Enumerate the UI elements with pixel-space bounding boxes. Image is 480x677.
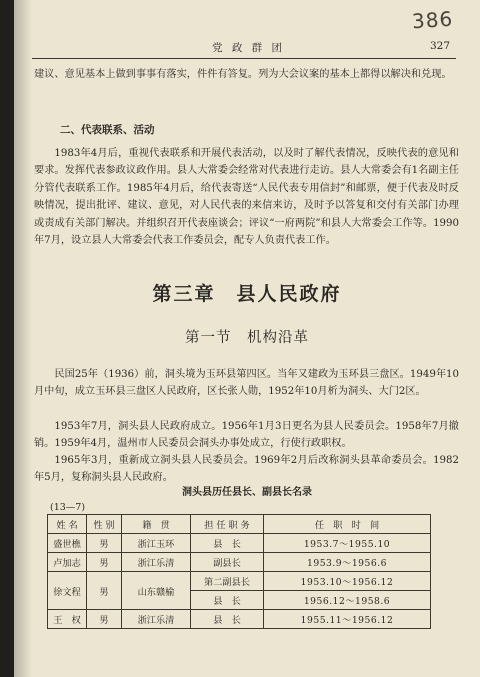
paragraph-history-2: 1953年7月，洞头县人民政府成立。1956年1月3日更名为县人民委员会。1958年7月撤销。1959年4月，温州市人民委员会洞头办事处成立，行使行政职权。 bbox=[34, 421, 459, 450]
table-header-row bbox=[48, 515, 431, 534]
cell-position: 县 长 bbox=[191, 534, 264, 553]
section-title: 第一节 机构沿革 bbox=[185, 330, 309, 346]
paragraph-history-3: 1965年3月，重新成立洞头县人民委员会。1969年2月后改称洞头县革命委员会。1982年5月，复称洞头县人民政府。 bbox=[34, 455, 459, 484]
chapter-title: 第三章 县人民政府 bbox=[152, 283, 342, 305]
table-code: (13—7) bbox=[50, 502, 86, 513]
table-row bbox=[48, 610, 431, 629]
cell-name: 盛世樵 bbox=[48, 534, 87, 553]
cell-gender: 男 bbox=[87, 553, 122, 572]
running-header bbox=[32, 36, 456, 59]
cell-name: 卢加志 bbox=[48, 553, 87, 572]
officials-table bbox=[47, 514, 431, 629]
cell-position: 副县长 bbox=[191, 553, 264, 572]
subsection-heading: 二、代表联系、活动 bbox=[60, 124, 155, 136]
table-row bbox=[48, 572, 431, 591]
cell-term: 1953.10～1956.12 bbox=[264, 572, 431, 591]
cell-gender: 男 bbox=[87, 610, 122, 629]
cell-term: 1955.11～1956.12 bbox=[264, 610, 431, 629]
cell-origin: 浙江乐清 bbox=[122, 553, 191, 572]
paragraph-continued: 建议、意见基本上做到事事有落实，件件有答复。列为大会议案的基本上都得以解决和兑现。 bbox=[34, 69, 452, 80]
col-origin: 籍 贯 bbox=[122, 515, 191, 534]
col-gender: 性 别 bbox=[87, 515, 122, 534]
paragraph-representatives: 1983年4月后，重视代表联系和开展代表活动，以及时了解代表情况，反映代表的意见和要求。发挥代表参政议政作用。县人大常委会经常对代表进行走访。县人大常委会有1名副主任分管代表联系工作。1985年4月后，给代表寄送“人民代表专用信封”和邮票，便于代表及时反映情况，提出批评、建议、意见，对人民代表的来信来访，及时予以答复和交付有关部门办理或责成有关部门解决。并组织召开代表座谈会；评议“一府两院”和县人大常委会工作等。1990年7月，设立县人大常委会代表工作委员会，配专人负责代表工作。 bbox=[34, 148, 459, 247]
cell-term: 1953.7～1955.10 bbox=[264, 534, 431, 553]
cell-position: 第二副县长 bbox=[191, 572, 264, 591]
table-title: 洞头县历任县长、副县长名录 bbox=[182, 487, 312, 498]
cell-name: 王 权 bbox=[48, 610, 87, 629]
cell-name: 徐文程 bbox=[48, 572, 87, 610]
cell-origin: 浙江乐清 bbox=[122, 610, 191, 629]
cell-term: 1956.12～1958.6 bbox=[264, 591, 431, 610]
table-row bbox=[48, 534, 431, 553]
table-row bbox=[48, 553, 431, 572]
header-page-number: 327 bbox=[429, 40, 450, 52]
cell-position: 县 长 bbox=[191, 591, 264, 610]
cell-origin: 浙江玉环 bbox=[122, 534, 191, 553]
col-position: 担 任 职 务 bbox=[191, 515, 264, 534]
cell-gender: 男 bbox=[87, 534, 122, 553]
book-page bbox=[14, 0, 480, 677]
cell-gender: 男 bbox=[87, 572, 122, 610]
cell-origin: 山东赣榆 bbox=[122, 572, 191, 610]
handwritten-page-number: 386 bbox=[411, 6, 454, 34]
col-term: 任 职 时 间 bbox=[264, 515, 431, 534]
cell-term: 1953.9～1956.6 bbox=[264, 553, 431, 572]
paragraph-history-1: 民国25年（1936）前，洞头境为玉环县第四区。当年又建政为玉环县三盘区。1949年10月中旬，成立玉环县三盘区人民政府，区长张人勋，1952年10月析为洞头、大门2区。 bbox=[34, 369, 459, 398]
header-title: 党 政 群 团 bbox=[212, 42, 286, 54]
col-name: 姓 名 bbox=[48, 515, 87, 534]
cell-position: 县 长 bbox=[191, 610, 264, 629]
